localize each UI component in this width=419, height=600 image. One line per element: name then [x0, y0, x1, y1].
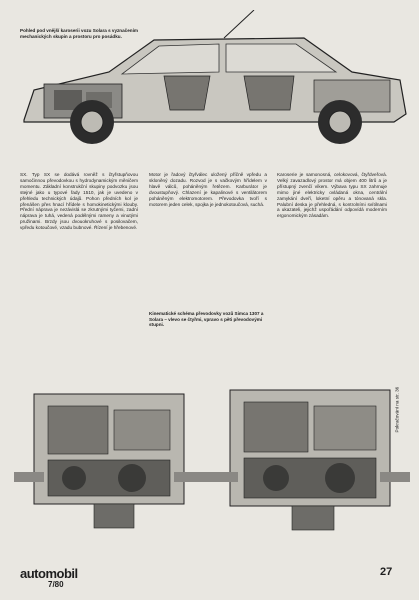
continuation-note: Pokračování na str. 36	[394, 386, 400, 433]
issue-number: 7/80	[48, 580, 64, 589]
gearbox-cutaway-left	[14, 376, 214, 536]
article-column-1: SX. Typ SX se dodává rovněž s čtyřstupňovou samočinnou převodovkou s hydrodynamickým měničem momentu. Základní konstrukční skupiny podvozku jsou stejné jako u typové řady 1510, jak je uvedeno v přehledu technických údajů. Pohon předních kol je přenášen přes hnací hřídele s homokinetickými klouby. Přední náprava je nezávislá se zkrutnými tyčemi, zadní náprava je tuhá, vedená podélnými rameny a vinutými pružinami. Brzdy jsou dvouokruhové s posilovačem, vpředu kotoučové, vzadu bubnové. Řízení je hřebenové.	[20, 172, 138, 231]
article-column-2: Motor je řadový čtyřválec uložený příčně vpředu a skloněný dozadu. Rozvod je s vačkovým hřídelem v hlavě válců, poháněným řetězem. Karburátor je dvoustupňový. Chlazení je kapalinové s ventilátorem poháněným elektromotorem. Převodovka tvoří s motorem jeden celek, spojka je jednokotoučová, suchá.	[149, 172, 267, 207]
page-number: 27	[380, 566, 393, 578]
caption-top: Pohled pod vnější karoserii vozu Solara s vyznačením mechanických skupin a prostoru pro posádku.	[20, 28, 138, 39]
gearbox-cutaway-right	[206, 376, 412, 536]
caption-gearbox: Kinematické schéma převodovky vozů Simca 1307 a Solara – vlevo se čtyřmi, vpravo s pěti převodovými stupni.	[149, 311, 264, 328]
magazine-logo: automobil	[20, 566, 78, 581]
article-column-3: Karoserie je samonosná, celokovová, čtyřdveřová. Velký zavazadlový prostor má objem 400 litrů a je přístupný zvenčí víkem. Výbava typu SX zahrnuje mimo jiné elektricky ovládaná okna, centrální zamykání dveří, loketní opěru a tónovaná skla. Palubní deska je přehledná, s kontrolními svítilnami a ukazateli, jejichž uspořádání odpovídá moderním ergonomickým zásadám.	[277, 172, 387, 219]
